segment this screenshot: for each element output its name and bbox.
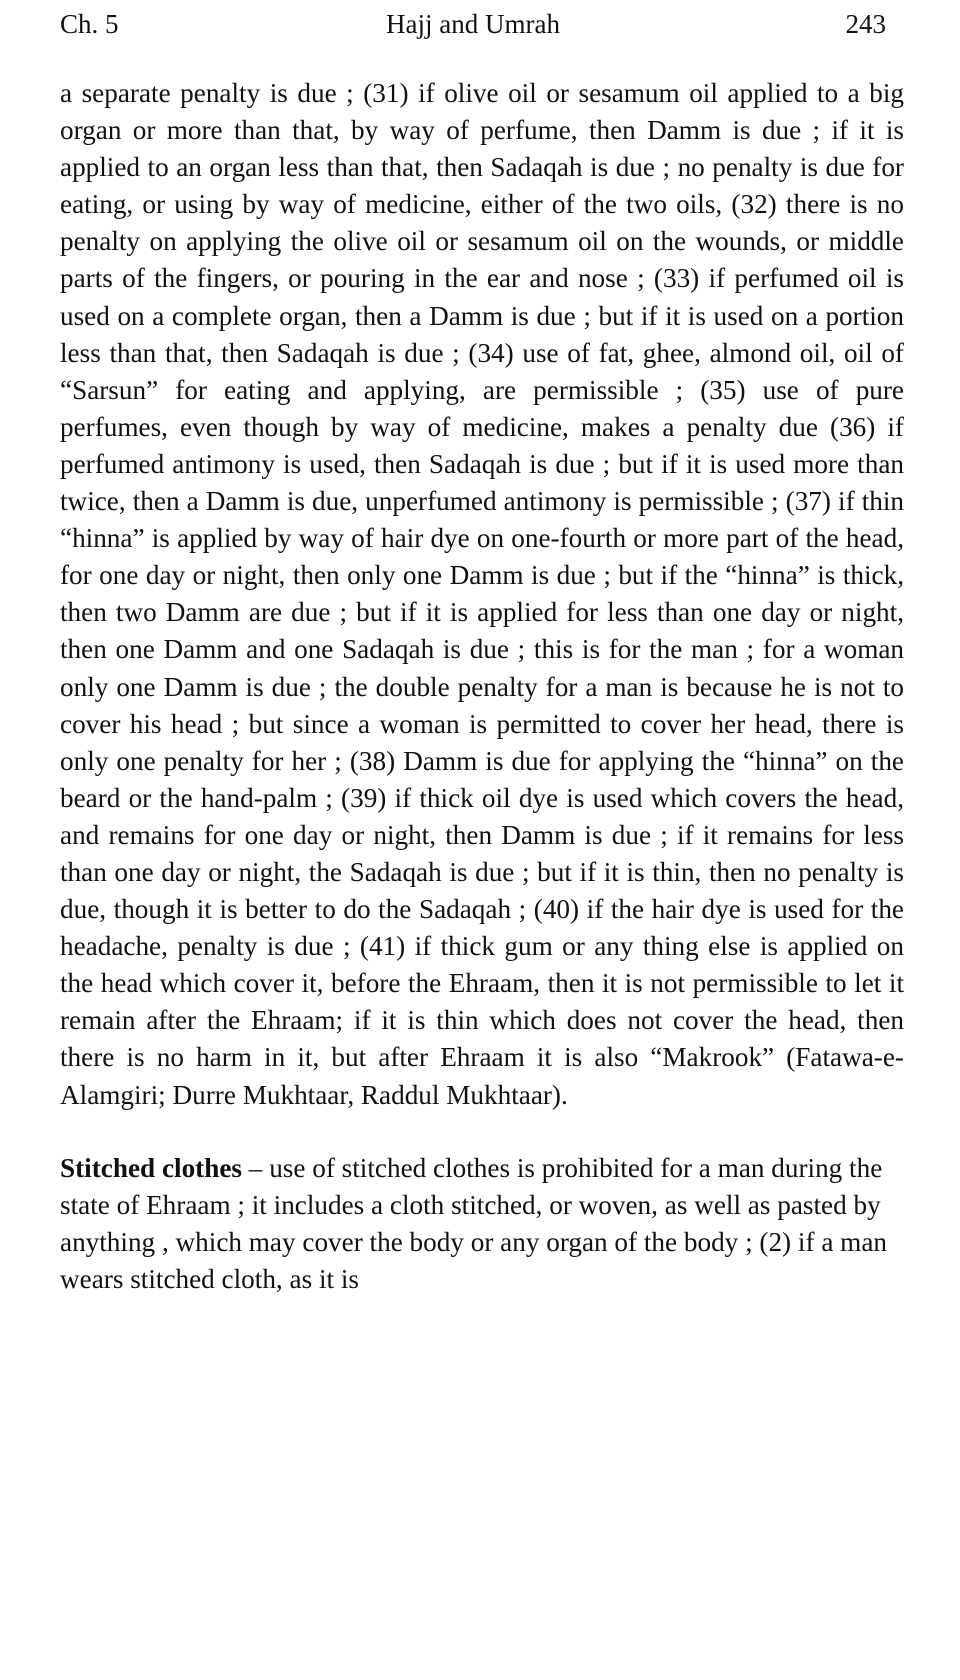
paragraph-stitched-clothes (60, 1150, 904, 1298)
paragraph-penalties (60, 75, 904, 1114)
running-header (60, 4, 886, 44)
run-in-heading: Stitched clothes (60, 1152, 242, 1183)
paragraph-text: – use of stitched clothes is prohibited for a man during the state of Ehraam ; it includes a cloth stitched, or woven, as well as pasted by anything , which may cover the body or any organ of the body ; (2) if a man wears stitched cloth, as it is (60, 1152, 887, 1294)
body-text (60, 75, 904, 1298)
book-title: Hajj and Umrah (386, 9, 560, 39)
page-number: 243 (845, 9, 886, 39)
chapter-label: Ch. 5 (60, 9, 119, 39)
paragraph-text: a separate penalty is due ; (31) if olive oil or sesamum oil applied to a big organ or more than that, by way of perfume, then Damm is due ; if it is applied to an organ less than that, then Sadaqah is due ; no penalty is due for eating, or using by way of medicine, either of the two oils, (32) there is no penalty on applying the olive oil or sesamum oil on the wounds, or middle parts of the fingers, or pouring in the ear and nose ; (33) if perfumed oil is used on a complete organ, then a Damm is due ; but if it is used on a portion less than that, then Sadaqah is due ; (34) use of fat, ghee, almond oil, oil of “Sarsun” for eating and applying, are permissible ; (35) use of pure perfumes, even though by way of medicine, makes a penalty due (36) if perfumed antimony is used, then Sadaqah is due ; but if it is used more than twice, then a Damm is due, unperfumed antimony is permissible ; (37) if thin “hinna” is applied by way of hair dye on one-fourth or more part of the head, for one day or night, then only one Damm is due ; but if the “hinna” is thick, then two Damm are due ; but if it is applied for less than one day or night, then one Damm and one Sadaqah is due ; this is for the man ; for a woman only one Damm is due ; the double penalty for a man is because he is not to cover his head ; but since a woman is permitted to cover her head, there is only one penalty for her ; (38) Damm is due for applying the “hinna” on the beard or the hand-palm ; (39) if thick oil dye is used which covers the head, and remains for one day or night, then Damm is due ; if it remains for less than one day or night, the Sadaqah is due ; but if it is thin, then no penalty is due, though it is better to do the Sadaqah ; (40) if the hair dye is used for the headache, penalty is due ; (41) if thick gum or any thing else is applied on the head which cover it, before the Ehraam, then it is not permissible to let it remain after the Ehraam; if it is thin which does not cover the head, then there is no harm in it, but after Ehraam it is also “Makrook” (Fatawa-e-Alamgiri; Durre Mukhtaar, Raddul Mukhtaar). (60, 78, 904, 1110)
